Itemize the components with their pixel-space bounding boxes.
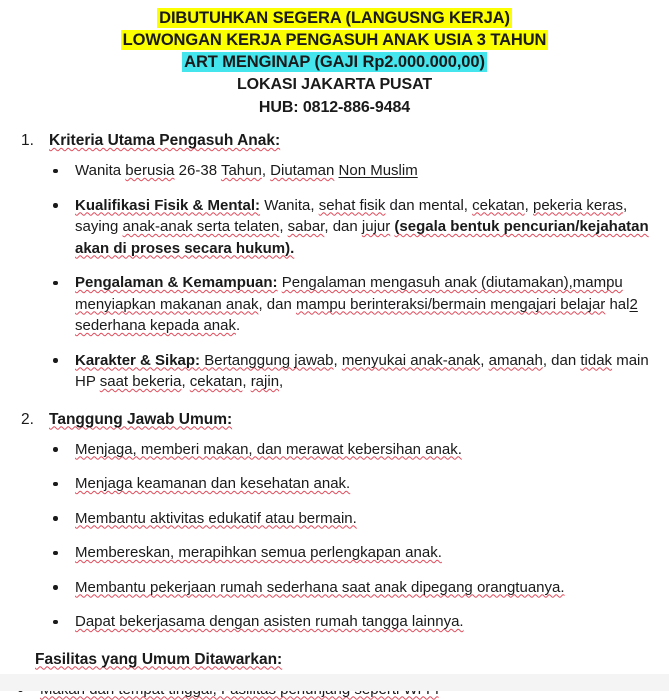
bullet-text-part: mampu berinteraksi/bermain mengajari belajar	[296, 296, 605, 313]
list-item	[49, 508, 655, 530]
hal2-underlined-digit: 2	[629, 296, 637, 313]
bullet-text-part: sabar	[288, 218, 325, 235]
bullet-text-part: anak-anak serta telaten	[123, 218, 280, 235]
bullet-dot-icon	[53, 516, 58, 521]
bullet-dot-icon	[53, 281, 58, 286]
header-line-1	[0, 7, 669, 29]
bullet-text: Membereskan, merapihkan semua perlengkapan anak.	[75, 544, 442, 561]
header-line-4: LOKASI JAKARTA PUSAT	[0, 73, 669, 96]
list-item	[49, 160, 655, 182]
bullet-text-part: dan mental,	[385, 197, 472, 214]
bullet-text-part: Tahun	[221, 162, 262, 179]
bottom-chrome-band	[0, 674, 669, 691]
bullet-dot-icon	[53, 620, 58, 625]
bullet-text-part: ,	[525, 197, 533, 214]
facilities-heading: Fasilitas yang Umum Ditawarkan:	[35, 649, 655, 671]
bullet-text-part: , dan	[543, 352, 581, 369]
bullet-label: Pengalaman & Kemampuan:	[75, 274, 278, 291]
bullet-text-part: ,	[262, 162, 270, 179]
bullet-text-part: pekeria keras	[533, 197, 623, 214]
job-posting-header	[0, 0, 669, 119]
bullet-text-part: ,	[181, 373, 189, 390]
list-item	[49, 350, 655, 393]
section-1-number: 1.	[21, 130, 34, 152]
document-body	[0, 130, 669, 700]
bullet-text-part: cekatan	[472, 197, 525, 214]
bullet-text-part: rajin	[251, 373, 279, 390]
bullet-text-part: menyukai anak-anak	[342, 352, 480, 369]
header-line-3-text: ART MENGINAP (GAJI Rp2.000.000,00)	[182, 52, 487, 72]
section-1	[14, 130, 655, 393]
list-item	[49, 473, 655, 495]
bullet-text-part: , saying	[75, 197, 627, 236]
bullet-text-part: ,	[480, 352, 488, 369]
bullet-label: Kualifikasi Fisik & Mental:	[75, 197, 260, 214]
bullet-text-part: amanah	[489, 352, 543, 369]
bullet-label: Karakter & Sikap:	[75, 352, 200, 369]
bullet-dot-icon	[53, 169, 58, 174]
bullet-text-part: , dan	[324, 218, 362, 235]
bullet-text-part: hal	[605, 296, 629, 313]
list-item	[49, 272, 655, 337]
bullet-text-part: ,	[279, 218, 287, 235]
bullet-text: Membantu pekerjaan rumah sederhana saat anak dipegang orangtuanya.	[75, 579, 565, 596]
bullet-dot-icon	[53, 358, 58, 363]
bullet-text: Membantu aktivitas edukatif atau bermain.	[75, 510, 357, 527]
bullet-text-part: sederhana kepada anak	[75, 317, 236, 334]
header-line-3	[0, 51, 669, 73]
list-item	[49, 611, 655, 633]
bullet-text-part: Pengalaman mengasuh anak (diutamakan),mampu menyiapkan makanan anak	[75, 274, 623, 313]
bullet-dot-icon	[53, 585, 58, 590]
bullet-dot-icon	[53, 447, 58, 452]
section-2	[14, 409, 655, 633]
bullet-text-part: .	[236, 317, 240, 334]
section-2-bullets	[49, 439, 655, 633]
section-gap	[14, 633, 655, 649]
bullet-text-part: jujur	[362, 218, 390, 235]
header-line-1-text: DIBUTUHKAN SEGERA (LANGUSNG KERJA)	[157, 8, 512, 28]
list-item	[49, 439, 655, 461]
bullet-text-part: ,	[279, 373, 283, 390]
numbered-sections	[14, 130, 655, 633]
header-line-5: HUB: 0812-886-9484	[0, 96, 669, 119]
bullet-text-part: saat bekeria	[100, 373, 182, 390]
bullet-dot-icon	[53, 482, 58, 487]
bullet-text-part: , dan	[258, 296, 296, 313]
bullet-text-part: Wanita,	[260, 197, 319, 214]
section-2-number: 2.	[21, 409, 34, 431]
section-2-heading: Tanggung Jawab Umum:	[49, 411, 232, 428]
bullet-text-part: Wanita	[75, 162, 125, 179]
section-1-heading: Kriteria Utama Pengasuh Anak:	[49, 132, 280, 149]
bullet-text-part: Diutaman	[270, 162, 334, 179]
bullet-text-part: Bertanggung jawab	[200, 352, 333, 369]
bullet-text-part: ,	[334, 352, 342, 369]
bullet-text-part: sehat fisik	[319, 197, 386, 214]
non-muslim-underlined-text: Non Muslim	[339, 162, 418, 179]
bullet-text-part: main HP	[75, 352, 649, 391]
list-item	[49, 577, 655, 599]
section-1-bullets	[49, 160, 655, 393]
bullet-text-part: berusia	[125, 162, 174, 179]
header-line-2	[0, 29, 669, 51]
bullet-dot-icon	[53, 551, 58, 556]
list-item	[49, 195, 655, 260]
bullet-text-part: ,	[242, 373, 250, 390]
section-gap	[14, 393, 655, 409]
bullet-text: Menjaga keamanan dan kesehatan anak.	[75, 475, 350, 492]
header-line-2-text: LOWONGAN KERJA PENGASUH ANAK USIA 3 TAHUN	[121, 30, 549, 50]
bullet-text: Dapat bekerjasama dengan asisten rumah tangga lainnya.	[75, 613, 464, 630]
list-item	[49, 542, 655, 564]
bullet-bold-tail: (segala bentuk pencurian/kejahatan akan di proses secara hukum).	[75, 218, 649, 257]
bullet-dot-icon	[53, 203, 58, 208]
bullet-text-part: tidak	[580, 352, 612, 369]
bullet-text-part: 26-38	[175, 162, 221, 179]
bullet-text: Menjaga, memberi makan, dan merawat kebersihan anak.	[75, 441, 462, 458]
bullet-text-part: cekatan	[190, 373, 243, 390]
